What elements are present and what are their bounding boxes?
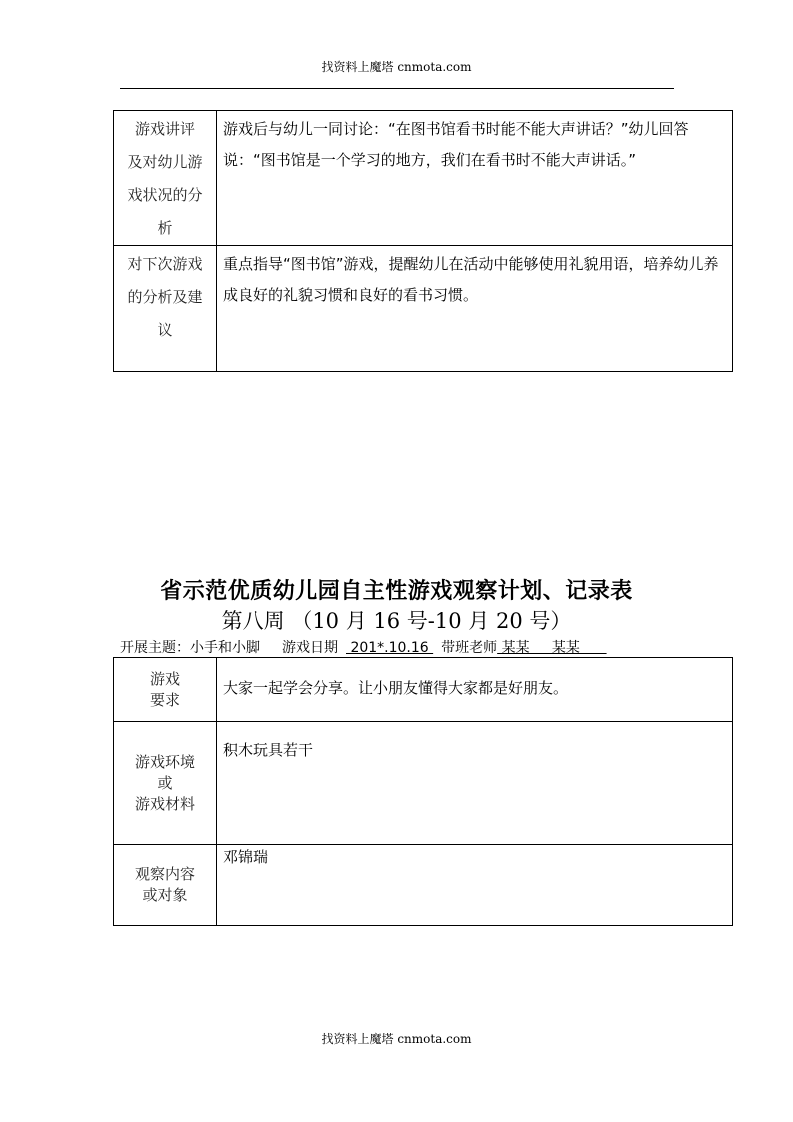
- evaluation-table: [113, 110, 733, 372]
- page-title: 省示范优质幼儿园自主性游戏观察计划、记录表: [160, 578, 633, 604]
- table-row: [114, 845, 733, 926]
- label-line: 的分析及建: [127, 288, 203, 306]
- label-line: 析: [157, 219, 173, 237]
- row-content-materials: 积木玩具若干: [217, 722, 733, 845]
- table-row: [114, 111, 733, 246]
- label-line: 议: [157, 321, 173, 339]
- row-label-requirements: [114, 658, 217, 722]
- label-line: 游戏材料: [134, 794, 195, 813]
- label-line: 及对幼儿游: [127, 153, 203, 171]
- table-row: [114, 658, 733, 722]
- label-line: 或: [157, 773, 173, 792]
- page-header: 找资料上魔塔 cnmota.com: [321, 60, 472, 74]
- observation-plan-table: [113, 657, 733, 926]
- table-row: [114, 246, 733, 372]
- label-line: 游戏环境: [134, 752, 195, 771]
- row-label-materials: [114, 722, 217, 845]
- row-content-observation-target: 邓锦瑞: [217, 845, 733, 926]
- teacher-label: 带班老师: [441, 640, 498, 656]
- label-line: 或对象: [142, 886, 188, 904]
- row-label-game-review: [114, 111, 217, 246]
- label-line: 游戏讲评: [134, 120, 195, 138]
- row-label-next-suggestion: [114, 246, 217, 372]
- label-line: 观察内容: [134, 865, 195, 883]
- theme-label: 开展主题：: [120, 640, 190, 656]
- row-label-observation-target: [114, 845, 217, 926]
- label-line: 游戏: [149, 669, 180, 688]
- label-line: 戏状况的分: [127, 186, 203, 204]
- week-subtitle: 第八周 （10 月 16 号-10 月 20 号）: [221, 609, 572, 633]
- row-content-next-suggestion: 重点指导“图书馆”游戏，提醒幼儿在活动中能够使用礼貌用语，培养幼儿养成良好的礼貌习惯和良好的看书习惯。: [217, 246, 733, 372]
- date-value: 201*.10.16: [346, 640, 434, 656]
- theme-value: 小手和小脚: [190, 640, 260, 656]
- teacher-value: 某某 某某: [497, 640, 607, 656]
- meta-line: [120, 637, 607, 657]
- header-rule: [120, 88, 674, 89]
- label-line: 对下次游戏: [127, 255, 203, 273]
- date-label: 游戏日期: [282, 640, 338, 656]
- table-row: [114, 722, 733, 845]
- row-content-game-review: 游戏后与幼儿一同讨论：“在图书馆看书时能不能大声讲话？”幼儿回答说：“图书馆是一个学习的地方，我们在看书时不能大声讲话。”: [217, 111, 733, 246]
- page-footer: 找资料上魔塔 cnmota.com: [321, 1032, 472, 1046]
- label-line: 要求: [149, 690, 180, 709]
- row-content-requirements: 大家一起学会分享。让小朋友懂得大家都是好朋友。: [217, 658, 733, 722]
